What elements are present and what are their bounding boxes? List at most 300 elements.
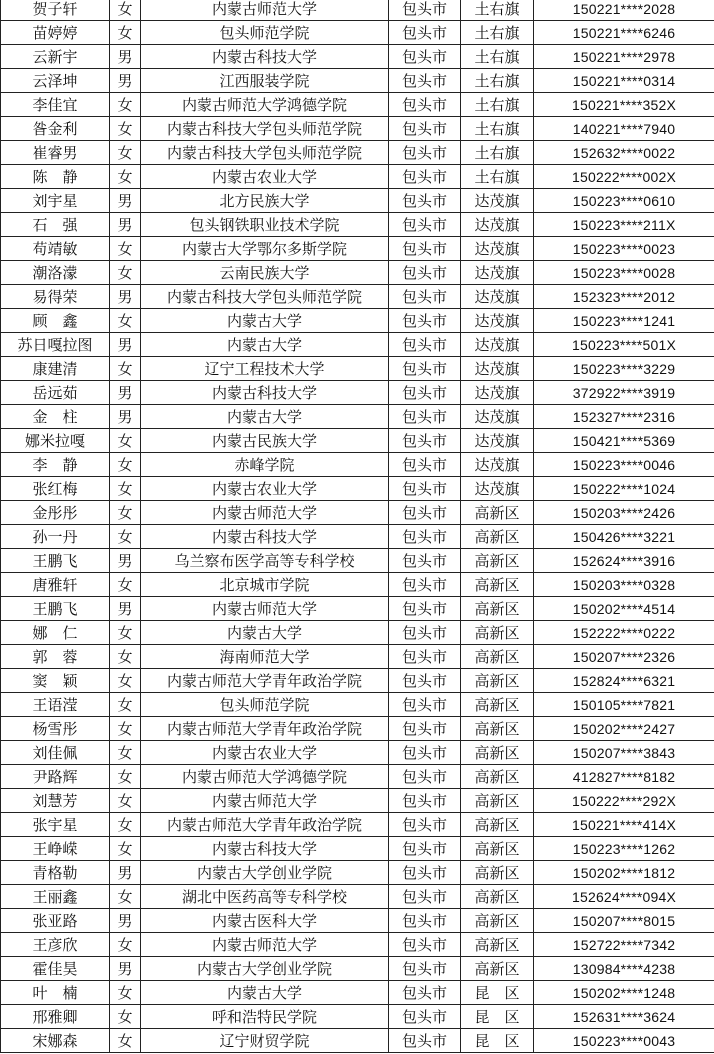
table-row — [1, 597, 714, 621]
city-cell: 包头市 — [389, 69, 461, 93]
table-row — [1, 981, 714, 1005]
id-number-cell: 150202****1248 — [534, 981, 714, 1005]
name-cell: 叶 楠 — [1, 981, 110, 1005]
district-cell: 达茂旗 — [461, 357, 534, 381]
city-cell: 包头市 — [389, 621, 461, 645]
district-cell: 高新区 — [461, 813, 534, 837]
district-cell: 土右旗 — [461, 21, 534, 45]
id-number-cell: 150426****3221 — [534, 525, 714, 549]
city-cell: 包头市 — [389, 957, 461, 981]
name-cell: 刘佳佩 — [1, 741, 110, 765]
table-row — [1, 477, 714, 501]
district-cell: 土右旗 — [461, 45, 534, 69]
district-cell: 达茂旗 — [461, 381, 534, 405]
name-cell: 尹路辉 — [1, 765, 110, 789]
district-cell: 达茂旗 — [461, 453, 534, 477]
name-cell: 娜米拉嘎 — [1, 429, 110, 453]
city-cell: 包头市 — [389, 693, 461, 717]
name-cell: 张亚路 — [1, 909, 110, 933]
city-cell: 包头市 — [389, 933, 461, 957]
gender-cell: 男 — [110, 213, 141, 237]
city-cell: 包头市 — [389, 1029, 461, 1053]
city-cell: 包头市 — [389, 213, 461, 237]
name-cell: 郭 蓉 — [1, 645, 110, 669]
table-row — [1, 741, 714, 765]
id-number-cell: 150221****6246 — [534, 21, 714, 45]
name-cell: 孙一丹 — [1, 525, 110, 549]
school-cell: 内蒙古大学 — [141, 333, 389, 357]
id-number-cell: 152327****2316 — [534, 405, 714, 429]
district-cell: 高新区 — [461, 909, 534, 933]
school-cell: 内蒙古师范大学 — [141, 501, 389, 525]
name-cell: 苗婷婷 — [1, 21, 110, 45]
city-cell: 包头市 — [389, 165, 461, 189]
id-number-cell: 152222****0222 — [534, 621, 714, 645]
table-row — [1, 405, 714, 429]
school-cell: 海南师范大学 — [141, 645, 389, 669]
city-cell: 包头市 — [389, 1005, 461, 1029]
table-row — [1, 549, 714, 573]
city-cell: 包头市 — [389, 669, 461, 693]
gender-cell: 女 — [110, 357, 141, 381]
id-number-cell: 150221****0314 — [534, 69, 714, 93]
school-cell: 包头师范学院 — [141, 693, 389, 717]
gender-cell: 女 — [110, 717, 141, 741]
city-cell: 包头市 — [389, 885, 461, 909]
id-number-cell: 150105****7821 — [534, 693, 714, 717]
table-row — [1, 861, 714, 885]
name-cell: 昝金利 — [1, 117, 110, 141]
id-number-cell: 150222****002X — [534, 165, 714, 189]
city-cell: 包头市 — [389, 477, 461, 501]
school-cell: 辽宁工程技术大学 — [141, 357, 389, 381]
table-row — [1, 117, 714, 141]
id-number-cell: 150223****1262 — [534, 837, 714, 861]
table-row — [1, 357, 714, 381]
gender-cell: 女 — [110, 1029, 141, 1053]
name-cell: 潮洛濛 — [1, 261, 110, 285]
id-number-cell: 152631****3624 — [534, 1005, 714, 1029]
name-cell: 张宇星 — [1, 813, 110, 837]
district-cell: 土右旗 — [461, 117, 534, 141]
table-row — [1, 789, 714, 813]
name-cell: 刘慧芳 — [1, 789, 110, 813]
name-cell: 陈 静 — [1, 165, 110, 189]
district-cell: 达茂旗 — [461, 213, 534, 237]
city-cell: 包头市 — [389, 45, 461, 69]
city-cell: 包头市 — [389, 141, 461, 165]
gender-cell: 女 — [110, 0, 141, 21]
id-number-cell: 150223****501X — [534, 333, 714, 357]
gender-cell: 女 — [110, 933, 141, 957]
district-cell: 土右旗 — [461, 93, 534, 117]
id-number-cell: 150203****2426 — [534, 501, 714, 525]
table-row — [1, 285, 714, 309]
student-table-body — [1, 0, 714, 1053]
table-row — [1, 453, 714, 477]
city-cell: 包头市 — [389, 261, 461, 285]
school-cell: 包头钢铁职业技术学院 — [141, 213, 389, 237]
table-row — [1, 501, 714, 525]
city-cell: 包头市 — [389, 429, 461, 453]
table-row — [1, 765, 714, 789]
district-cell: 高新区 — [461, 789, 534, 813]
id-number-cell: 152722****7342 — [534, 933, 714, 957]
gender-cell: 男 — [110, 861, 141, 885]
gender-cell: 女 — [110, 237, 141, 261]
district-cell: 达茂旗 — [461, 429, 534, 453]
gender-cell: 女 — [110, 525, 141, 549]
gender-cell: 男 — [110, 333, 141, 357]
gender-cell: 女 — [110, 261, 141, 285]
school-cell: 内蒙古师范大学青年政治学院 — [141, 813, 389, 837]
gender-cell: 女 — [110, 981, 141, 1005]
gender-cell: 男 — [110, 69, 141, 93]
name-cell: 李佳宜 — [1, 93, 110, 117]
city-cell: 包头市 — [389, 189, 461, 213]
table-row — [1, 189, 714, 213]
school-cell: 内蒙古科技大学 — [141, 525, 389, 549]
id-number-cell: 150223****0028 — [534, 261, 714, 285]
district-cell: 高新区 — [461, 765, 534, 789]
city-cell: 包头市 — [389, 333, 461, 357]
district-cell: 高新区 — [461, 525, 534, 549]
city-cell: 包头市 — [389, 861, 461, 885]
school-cell: 内蒙古科技大学包头师范学院 — [141, 141, 389, 165]
table-row — [1, 957, 714, 981]
school-cell: 内蒙古科技大学包头师范学院 — [141, 117, 389, 141]
city-cell: 包头市 — [389, 357, 461, 381]
name-cell: 李 静 — [1, 453, 110, 477]
city-cell: 包头市 — [389, 525, 461, 549]
id-number-cell: 152624****3916 — [534, 549, 714, 573]
id-number-cell: 150221****2978 — [534, 45, 714, 69]
table-row — [1, 69, 714, 93]
district-cell: 高新区 — [461, 573, 534, 597]
gender-cell: 女 — [110, 501, 141, 525]
city-cell: 包头市 — [389, 501, 461, 525]
gender-cell: 女 — [110, 453, 141, 477]
id-number-cell: 150207****2326 — [534, 645, 714, 669]
table-row — [1, 333, 714, 357]
name-cell: 王峥嵘 — [1, 837, 110, 861]
school-cell: 乌兰察布医学高等专科学校 — [141, 549, 389, 573]
id-number-cell: 150202****4514 — [534, 597, 714, 621]
id-number-cell: 130984****4238 — [534, 957, 714, 981]
id-number-cell: 152624****094X — [534, 885, 714, 909]
gender-cell: 女 — [110, 429, 141, 453]
city-cell: 包头市 — [389, 309, 461, 333]
gender-cell: 女 — [110, 789, 141, 813]
district-cell: 昆 区 — [461, 1029, 534, 1053]
gender-cell: 女 — [110, 141, 141, 165]
city-cell: 包头市 — [389, 285, 461, 309]
name-cell: 唐雅轩 — [1, 573, 110, 597]
gender-cell: 男 — [110, 45, 141, 69]
gender-cell: 女 — [110, 573, 141, 597]
city-cell: 包头市 — [389, 765, 461, 789]
city-cell: 包头市 — [389, 0, 461, 21]
school-cell: 呼和浩特民学院 — [141, 1005, 389, 1029]
gender-cell: 男 — [110, 405, 141, 429]
district-cell: 高新区 — [461, 645, 534, 669]
city-cell: 包头市 — [389, 789, 461, 813]
table-row — [1, 141, 714, 165]
name-cell: 云新宇 — [1, 45, 110, 69]
id-number-cell: 150223****1241 — [534, 309, 714, 333]
gender-cell: 男 — [110, 285, 141, 309]
gender-cell: 女 — [110, 669, 141, 693]
district-cell: 高新区 — [461, 957, 534, 981]
table-row — [1, 621, 714, 645]
city-cell: 包头市 — [389, 381, 461, 405]
table-row — [1, 525, 714, 549]
table-row — [1, 213, 714, 237]
table-row — [1, 837, 714, 861]
gender-cell: 女 — [110, 885, 141, 909]
district-cell: 土右旗 — [461, 0, 534, 21]
city-cell: 包头市 — [389, 813, 461, 837]
gender-cell: 女 — [110, 741, 141, 765]
school-cell: 内蒙古师范大学 — [141, 789, 389, 813]
school-cell: 内蒙古医科大学 — [141, 909, 389, 933]
school-cell: 包头师范学院 — [141, 21, 389, 45]
school-cell: 云南民族大学 — [141, 261, 389, 285]
gender-cell: 女 — [110, 621, 141, 645]
name-cell: 顾 鑫 — [1, 309, 110, 333]
name-cell: 邢雅卿 — [1, 1005, 110, 1029]
district-cell: 达茂旗 — [461, 189, 534, 213]
name-cell: 金彤彤 — [1, 501, 110, 525]
gender-cell: 女 — [110, 1005, 141, 1029]
id-number-cell: 150421****5369 — [534, 429, 714, 453]
id-number-cell: 150223****0023 — [534, 237, 714, 261]
school-cell: 内蒙古农业大学 — [141, 477, 389, 501]
district-cell: 高新区 — [461, 597, 534, 621]
school-cell: 内蒙古师范大学 — [141, 0, 389, 21]
table-row — [1, 933, 714, 957]
district-cell: 高新区 — [461, 933, 534, 957]
school-cell: 内蒙古大学创业学院 — [141, 957, 389, 981]
district-cell: 高新区 — [461, 549, 534, 573]
name-cell: 霍佳昊 — [1, 957, 110, 981]
id-number-cell: 152323****2012 — [534, 285, 714, 309]
id-number-cell: 150221****352X — [534, 93, 714, 117]
gender-cell: 女 — [110, 117, 141, 141]
id-number-cell: 150223****211X — [534, 213, 714, 237]
id-number-cell: 150223****0610 — [534, 189, 714, 213]
table-row — [1, 165, 714, 189]
gender-cell: 男 — [110, 597, 141, 621]
district-cell: 达茂旗 — [461, 237, 534, 261]
id-number-cell: 150202****1812 — [534, 861, 714, 885]
school-cell: 内蒙古大学 — [141, 309, 389, 333]
school-cell: 内蒙古科技大学 — [141, 45, 389, 69]
school-cell: 内蒙古农业大学 — [141, 741, 389, 765]
gender-cell: 女 — [110, 765, 141, 789]
id-number-cell: 152824****6321 — [534, 669, 714, 693]
name-cell: 张红梅 — [1, 477, 110, 501]
table-row — [1, 693, 714, 717]
city-cell: 包头市 — [389, 117, 461, 141]
name-cell: 苏日嘎拉图 — [1, 333, 110, 357]
district-cell: 昆 区 — [461, 1005, 534, 1029]
id-number-cell: 150203****0328 — [534, 573, 714, 597]
school-cell: 内蒙古师范大学鸿德学院 — [141, 93, 389, 117]
table-row — [1, 1005, 714, 1029]
table-row — [1, 909, 714, 933]
name-cell: 苟靖敏 — [1, 237, 110, 261]
name-cell: 娜 仁 — [1, 621, 110, 645]
name-cell: 窦 颖 — [1, 669, 110, 693]
table-row — [1, 93, 714, 117]
school-cell: 湖北中医药高等专科学校 — [141, 885, 389, 909]
district-cell: 昆 区 — [461, 981, 534, 1005]
table-row — [1, 45, 714, 69]
id-number-cell: 150221****414X — [534, 813, 714, 837]
city-cell: 包头市 — [389, 981, 461, 1005]
school-cell: 内蒙古民族大学 — [141, 429, 389, 453]
name-cell: 康建清 — [1, 357, 110, 381]
school-cell: 内蒙古大学鄂尔多斯学院 — [141, 237, 389, 261]
name-cell: 贺子轩 — [1, 0, 110, 21]
name-cell: 王鹏飞 — [1, 597, 110, 621]
table-row — [1, 645, 714, 669]
gender-cell: 男 — [110, 549, 141, 573]
gender-cell: 女 — [110, 21, 141, 45]
table-row — [1, 429, 714, 453]
gender-cell: 男 — [110, 381, 141, 405]
district-cell: 达茂旗 — [461, 333, 534, 357]
name-cell: 崔睿男 — [1, 141, 110, 165]
city-cell: 包头市 — [389, 549, 461, 573]
city-cell: 包头市 — [389, 21, 461, 45]
city-cell: 包头市 — [389, 453, 461, 477]
city-cell: 包头市 — [389, 909, 461, 933]
district-cell: 达茂旗 — [461, 477, 534, 501]
gender-cell: 女 — [110, 813, 141, 837]
name-cell: 宋娜森 — [1, 1029, 110, 1053]
school-cell: 内蒙古大学 — [141, 621, 389, 645]
school-cell: 内蒙古师范大学 — [141, 597, 389, 621]
school-cell: 江西服装学院 — [141, 69, 389, 93]
school-cell: 内蒙古师范大学青年政治学院 — [141, 717, 389, 741]
table-row — [1, 261, 714, 285]
district-cell: 达茂旗 — [461, 261, 534, 285]
school-cell: 内蒙古师范大学鸿德学院 — [141, 765, 389, 789]
table-row — [1, 1029, 714, 1053]
district-cell: 高新区 — [461, 693, 534, 717]
id-number-cell: 150222****292X — [534, 789, 714, 813]
district-cell: 土右旗 — [461, 165, 534, 189]
id-number-cell: 150223****3229 — [534, 357, 714, 381]
district-cell: 高新区 — [461, 621, 534, 645]
city-cell: 包头市 — [389, 717, 461, 741]
table-row — [1, 21, 714, 45]
district-cell: 达茂旗 — [461, 405, 534, 429]
school-cell: 内蒙古农业大学 — [141, 165, 389, 189]
school-cell: 赤峰学院 — [141, 453, 389, 477]
name-cell: 云泽坤 — [1, 69, 110, 93]
table-row — [1, 0, 714, 21]
id-number-cell: 152632****0022 — [534, 141, 714, 165]
gender-cell: 男 — [110, 189, 141, 213]
city-cell: 包头市 — [389, 237, 461, 261]
name-cell: 青格勒 — [1, 861, 110, 885]
name-cell: 王鹏飞 — [1, 549, 110, 573]
district-cell: 达茂旗 — [461, 309, 534, 333]
gender-cell: 女 — [110, 93, 141, 117]
gender-cell: 女 — [110, 309, 141, 333]
id-number-cell: 150207****3843 — [534, 741, 714, 765]
id-number-cell: 150223****0043 — [534, 1029, 714, 1053]
table-row — [1, 237, 714, 261]
gender-cell: 女 — [110, 165, 141, 189]
gender-cell: 女 — [110, 645, 141, 669]
school-cell: 内蒙古科技大学 — [141, 837, 389, 861]
name-cell: 刘宇星 — [1, 189, 110, 213]
city-cell: 包头市 — [389, 405, 461, 429]
gender-cell: 男 — [110, 909, 141, 933]
name-cell: 岳远茹 — [1, 381, 110, 405]
id-number-cell: 372922****3919 — [534, 381, 714, 405]
name-cell: 王丽鑫 — [1, 885, 110, 909]
id-number-cell: 150223****0046 — [534, 453, 714, 477]
city-cell: 包头市 — [389, 741, 461, 765]
district-cell: 高新区 — [461, 717, 534, 741]
name-cell: 石 强 — [1, 213, 110, 237]
school-cell: 内蒙古师范大学青年政治学院 — [141, 669, 389, 693]
gender-cell: 女 — [110, 693, 141, 717]
district-cell: 土右旗 — [461, 69, 534, 93]
district-cell: 高新区 — [461, 741, 534, 765]
name-cell: 王语滢 — [1, 693, 110, 717]
name-cell: 易得荣 — [1, 285, 110, 309]
school-cell: 辽宁财贸学院 — [141, 1029, 389, 1053]
id-number-cell: 150221****2028 — [534, 0, 714, 21]
name-cell: 王彦欣 — [1, 933, 110, 957]
city-cell: 包头市 — [389, 93, 461, 117]
gender-cell: 女 — [110, 837, 141, 861]
table-row — [1, 717, 714, 741]
city-cell: 包头市 — [389, 597, 461, 621]
district-cell: 高新区 — [461, 885, 534, 909]
city-cell: 包头市 — [389, 645, 461, 669]
school-cell: 内蒙古师范大学 — [141, 933, 389, 957]
city-cell: 包头市 — [389, 573, 461, 597]
school-cell: 内蒙古大学 — [141, 405, 389, 429]
district-cell: 高新区 — [461, 501, 534, 525]
table-row — [1, 669, 714, 693]
table-row — [1, 309, 714, 333]
school-cell: 北方民族大学 — [141, 189, 389, 213]
school-cell: 内蒙古科技大学包头师范学院 — [141, 285, 389, 309]
id-number-cell: 150222****1024 — [534, 477, 714, 501]
id-number-cell: 150202****2427 — [534, 717, 714, 741]
school-cell: 内蒙古大学创业学院 — [141, 861, 389, 885]
school-cell: 内蒙古大学 — [141, 981, 389, 1005]
name-cell: 杨雪彤 — [1, 717, 110, 741]
id-number-cell: 140221****7940 — [534, 117, 714, 141]
district-cell: 高新区 — [461, 861, 534, 885]
id-number-cell: 412827****8182 — [534, 765, 714, 789]
gender-cell: 男 — [110, 957, 141, 981]
district-cell: 土右旗 — [461, 141, 534, 165]
id-number-cell: 150207****8015 — [534, 909, 714, 933]
district-cell: 达茂旗 — [461, 285, 534, 309]
table-row — [1, 381, 714, 405]
gender-cell: 女 — [110, 477, 141, 501]
